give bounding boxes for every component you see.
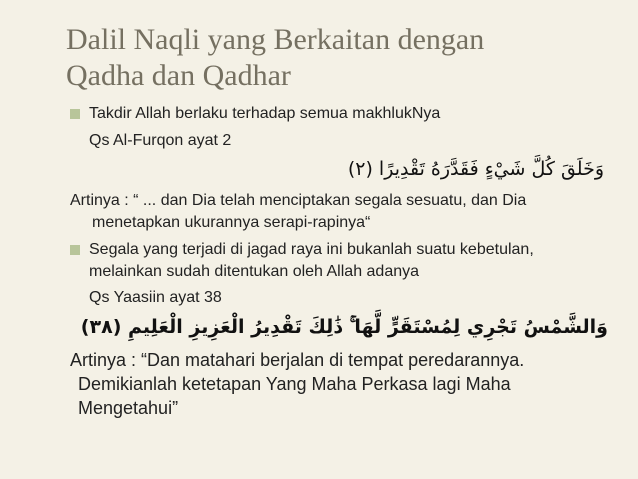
meaning-1-line-1: Artinya : “ ... dan Dia telah menciptakan segala sesuatu, dan Dia <box>70 192 527 209</box>
reference-1: Qs Al-Furqon ayat 2 <box>89 132 232 149</box>
arabic-verse-2: وَالشَّمْسُ تَجْرِي لِمُسْتَقَرٍّ لَّهَا ۚ ذَٰلِكَ تَقْدِيرُ الْعَزِيزِ الْعَلِيمِ (٣٨) <box>80 316 608 338</box>
reference-2: Qs Yaasiin ayat 38 <box>89 289 222 306</box>
title-line-2: Qadha dan Qadhar <box>66 59 291 92</box>
bullet-1-text: Takdir Allah berlaku terhadap semua makhlukNya <box>89 105 441 122</box>
bullet-2-line-1: Segala yang terjadi di jagad raya ini bukanlah suatu kebetulan, <box>89 241 534 258</box>
bullet-marker-2 <box>70 245 80 255</box>
meaning-2-line-2: Demikianlah ketetapan Yang Maha Perkasa lagi Maha <box>78 374 511 394</box>
arabic-verse-1: وَخَلَقَ كُلَّ شَيْءٍ فَقَدَّرَهُ تَقْدِيرًا (٢) <box>347 158 604 180</box>
slide-title <box>66 22 606 94</box>
meaning-2-line-3: Mengetahui” <box>78 398 179 418</box>
title-line-1: Dalil Naqli yang Berkaitan dengan <box>66 23 485 56</box>
meaning-2-line-1: Artinya : “Dan matahari berjalan di tempat peredarannya. <box>70 350 525 370</box>
bullet-marker-1 <box>70 109 80 119</box>
bullet-2-line-2: melainkan sudah ditentukan oleh Allah adanya <box>89 263 420 280</box>
meaning-1-line-2: menetapkan ukurannya serapi-rapinya“ <box>92 214 371 231</box>
